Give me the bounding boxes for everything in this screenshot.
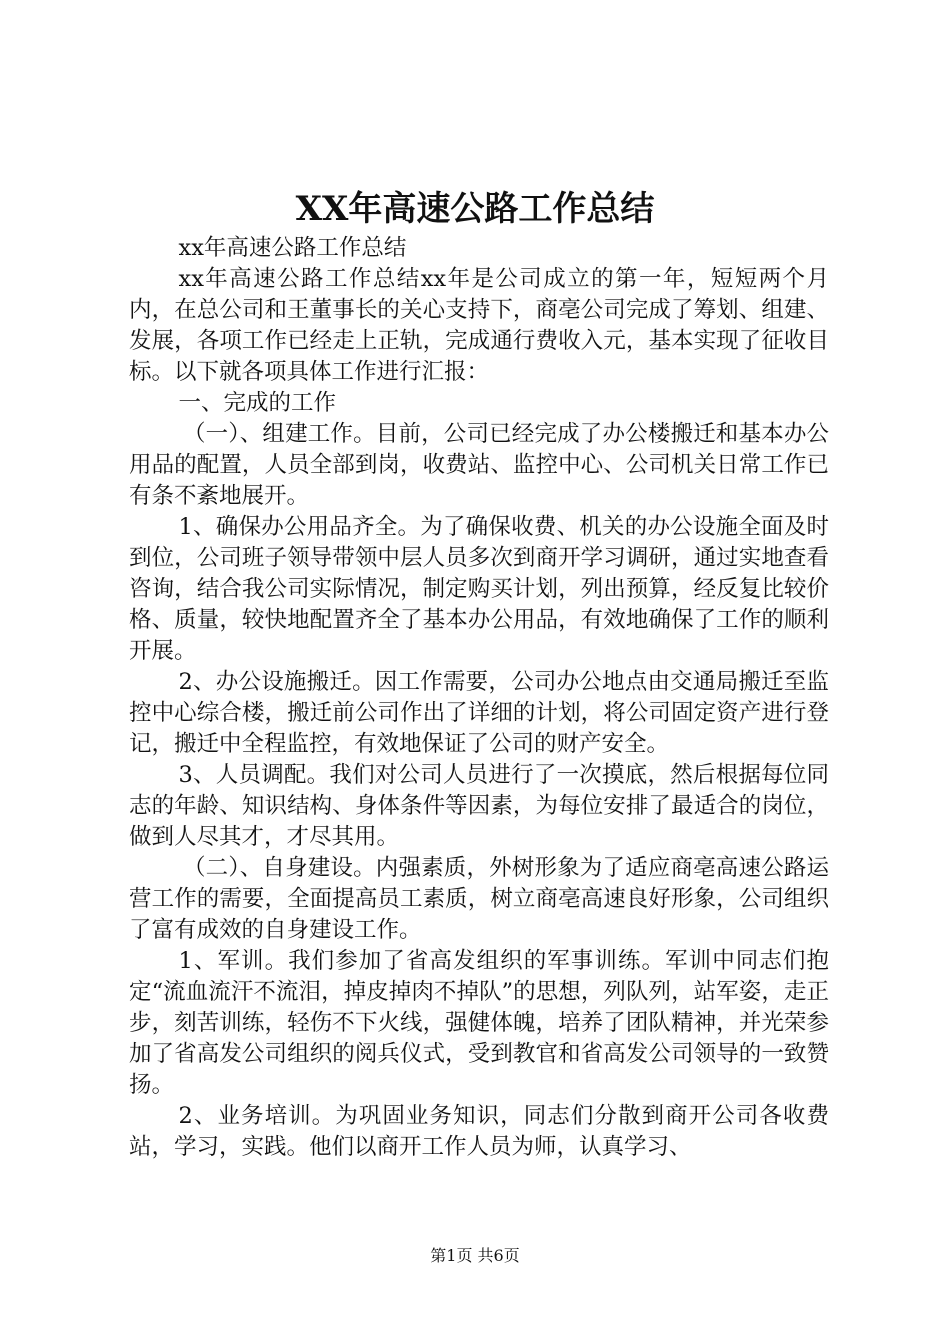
paragraph-subtitle: xx年高速公路工作总结 — [178, 235, 407, 261]
section-heading-completed-work: 一、完成的工作 — [178, 390, 337, 416]
paragraph-office-supplies: 1、确保办公用品齐全。为了确保收费、机关的办公设施全面及时到位，公司班子领导带领中层人员多次到商开学习调研，通过实地查看咨询，结合我公司实际情况，制定购买计划，列出预算，经反复比较价格、质量，较快地配置齐全了基本办公用品，有效地确保了工作的顺利开展。 — [129, 514, 829, 664]
paragraph-organization: （一）、组建工作。目前，公司已经完成了办公楼搬迁和基本办公用品的配置，人员全部到岗，收费站、监控中心、公司机关日常工作已有条不紊地展开。 — [129, 421, 829, 509]
document-title: XX年高速公路工作总结 — [295, 189, 655, 229]
document-body — [129, 233, 829, 1163]
page-number: 第1页 共6页 — [430, 1246, 520, 1265]
paragraph-intro: xx年高速公路工作总结xx年是公司成立的第一年，短短两个月内，在总公司和王董事长的关心支持下，商亳公司完成了筹划、组建、发展，各项工作已经走上正轨，完成通行费收入元，基本实现了征收目标。以下就各项具体工作进行汇报： — [129, 266, 829, 385]
paragraph-self-building: （二）、自身建设。内强素质，外树形象为了适应商亳高速公路运营工作的需要，全面提高员工素质，树立商亳高速良好形象，公司组织了富有成效的自身建设工作。 — [129, 855, 829, 943]
paragraph-office-relocation: 2、办公设施搬迁。因工作需要，公司办公地点由交通局搬迁至监控中心综合楼，搬迁前公司作出了详细的计划，将公司固定资产进行登记，搬迁中全程监控，有效地保证了公司的财产安全。 — [129, 669, 829, 757]
paragraph-business-training: 2、业务培训。为巩固业务知识，同志们分散到商开公司各收费站，学习，实践。他们以商开工作人员为师，认真学习、 — [129, 1103, 829, 1160]
paragraph-military-training: 1、军训。我们参加了省高发组织的军事训练。军训中同志们抱定“流血流汗不流泪，掉皮掉肉不掉队”的思想，列队列，站军姿，走正步，刻苦训练，轻伤不下火线，强健体魄，培养了团队精神，并光荣参加了省高发公司组织的阅兵仪式，受到教官和省高发公司领导的一致赞扬。 — [129, 948, 829, 1098]
paragraph-staff-allocation: 3、人员调配。我们对公司人员进行了一次摸底，然后根据每位同志的年龄、知识结构、身体条件等因素，为每位安排了最适合的岗位，做到人尽其才，才尽其用。 — [129, 762, 829, 850]
